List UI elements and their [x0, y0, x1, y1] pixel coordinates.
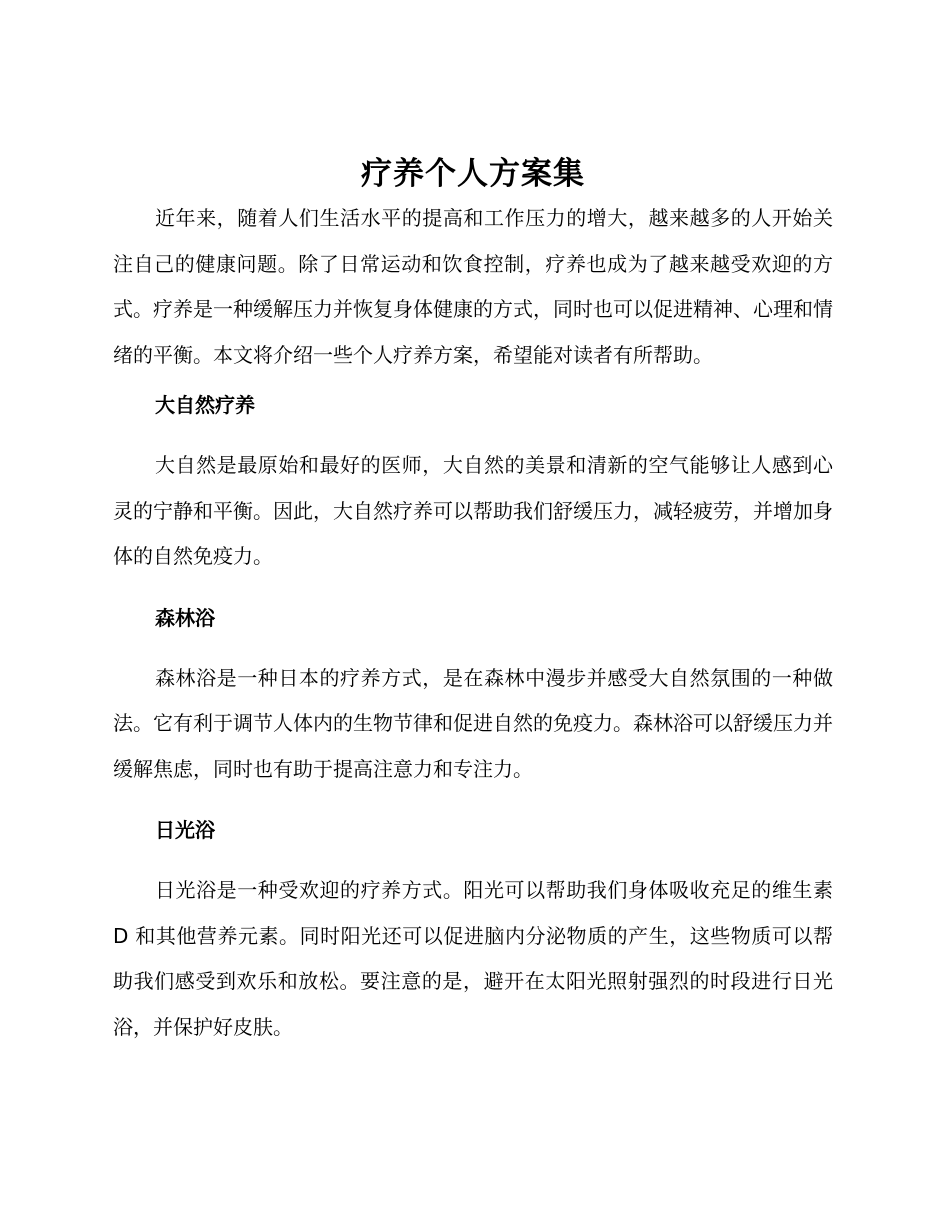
spacer	[113, 378, 833, 390]
document-title: 疗养个人方案集	[361, 156, 585, 192]
spacer	[113, 633, 833, 656]
section-body-nature: 大自然是最原始和最好的医师，大自然的美景和清新的空气能够让人感到心灵的宁静和平衡。因此，大自然疗养可以帮助我们舒缓压力，减轻疲劳，并增加身体的自然免疫力。	[113, 453, 833, 568]
section-forest-bath	[113, 603, 833, 793]
section-nature	[113, 390, 833, 580]
spacer	[113, 420, 833, 443]
spacer	[113, 845, 833, 868]
document-page	[113, 152, 833, 1050]
spacer	[113, 792, 833, 815]
section-heading-sunbath: 日光浴	[155, 818, 215, 842]
intro-paragraph: 近年来，随着人们生活水平的提高和工作压力的增大，越来越多的人开始关注自己的健康问题。除了日常运动和饮食控制，疗养也成为了越来越受欢迎的方式。疗养是一种缓解压力并恢复身体健康的方式，同时也可以促进精神、心理和情绪的平衡。本文将介绍一些个人疗养方案，希望能对读者有所帮助。	[113, 206, 833, 367]
section-heading-nature: 大自然疗养	[155, 393, 255, 417]
section-body-forest-bath: 森林浴是一种日本的疗养方式，是在森林中漫步并感受大自然氛围的一种做法。它有利于调节人体内的生物节律和促进自然的免疫力。森林浴可以舒缓压力并缓解焦虑，同时也有助于提高注意力和专注力。	[113, 665, 833, 781]
section-heading-forest-bath: 森林浴	[155, 605, 215, 630]
spacer	[113, 580, 833, 603]
section-body-sunbath: 日光浴是一种受欢迎的疗养方式。阳光可以帮助我们身体吸收充足的维生素 D 和其他营养元素。同时阳光还可以促进脑内分泌物质的产生，这些物质可以帮助我们感受到欢乐和放松。要注意的是，避开在太阳光照射强烈的时段进行日光浴，并保护好皮肤。	[113, 878, 833, 1039]
section-sunbath	[113, 815, 833, 1050]
